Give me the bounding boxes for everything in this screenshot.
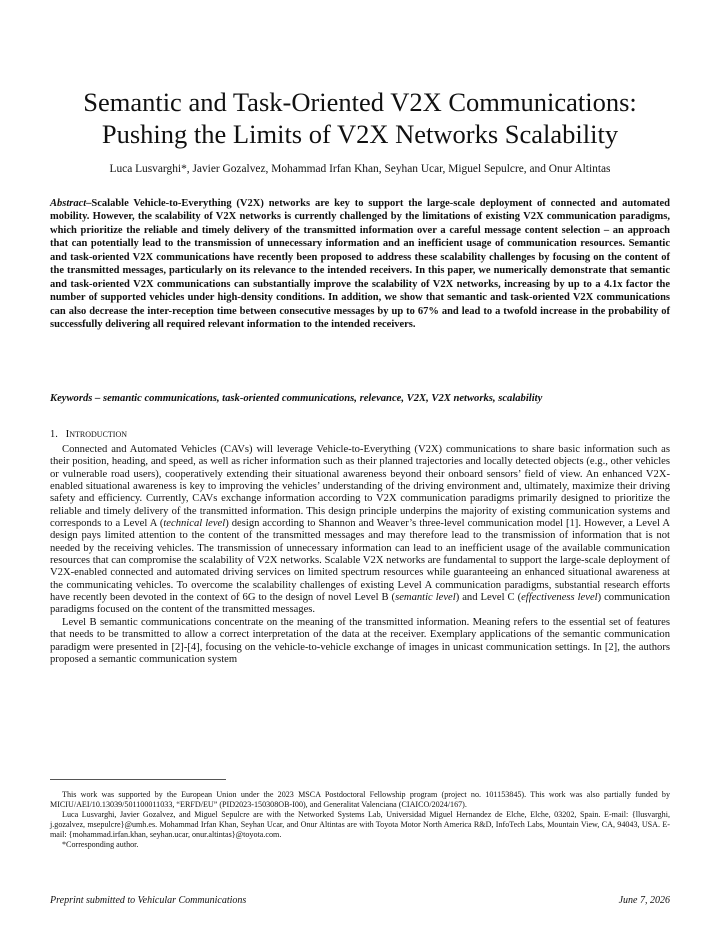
section-number: 1.	[50, 429, 58, 440]
footnote-corresponding-author: *Corresponding author.	[62, 840, 139, 849]
footnote-funding: This work was supported by the European Union under the 2023 MSCA Postdoctoral Fellowship program (project no. 101153845). This work was also partially funded by MICIU/AEI/10.13039/501100011033, “ERFD/EU” (PID2023-150308OB-I00), and Generalitat Valenciana (CIAICO/2024/167).	[50, 790, 670, 809]
footer-date: June 7, 2026	[618, 895, 670, 906]
paragraph-1-emphasis-semantic-level: semantic level	[395, 592, 456, 604]
paragraph-1	[50, 444, 670, 617]
paragraph-1-part-d: ) communication paradigms focused on the content of the transmitted messages.	[50, 592, 670, 616]
keywords: Keywords – semantic communications, task-oriented communications, relevance, V2X, V2X networks, scalability	[50, 393, 543, 404]
paragraph-1-part-a: Connected and Automated Vehicles (CAVs) will leverage Vehicle-to-Everything (V2X) communications to share basic information such as their position, heading, and speed, as well as richer information such as their planned trajectories and locally detected objects (e.g., other vehicles or vulnerable road users), cooperatively extending their situational awareness beyond their onboard sensors’ field of view. An enhanced V2X-enabled situational awareness is key to improving the vehicles’ understanding of the driving environment and, ultimately, maximize their driving safety and efficiency. Currently, CAVs exchange information according to V2X communication paradigms primarily designed to prioritize the reliable and timely delivery of the transmitted information. This design principle underpins the majority of existing communication systems and corresponds to a Level A (	[50, 444, 670, 530]
footnotes	[50, 790, 670, 850]
paper-title	[50, 86, 670, 150]
footer-preprint-note: Preprint submitted to Vehicular Communications	[50, 895, 247, 906]
abstract-text: –Scalable Vehicle-to-Everything (V2X) networks are key to support the large-scale deployment of connected and automated mobility. However, the scalability of V2X networks is currently challenged by the limitations of existing V2X communication paradigms, which prioritize the reliable and timely delivery of the transmitted information over a careful message content selection – an approach that can potentially lead to the transmission of unnecessary information and an inefficient usage of communication resources. Semantic and task-oriented V2X communications have recently been proposed to address these scalability challenges by focusing on the content of the transmitted messages, particularly on its relevance to the intended receivers. In this paper, we numerically demonstrate that semantic and task-oriented V2X communications can substantially improve the scalability of V2X networks, increasing by up to a 4.1x factor the number of supported vehicles under high-density conditions. In addition, we show that semantic and task-oriented V2X communications can also decrease the inter-reception time between consecutive messages by up to 67% and lead to a twofold increase in the probability of successfully delivering all required relevant information to the intended receivers.	[50, 198, 670, 331]
section-title: Introduction	[65, 428, 128, 440]
footnote-affiliations: Luca Lusvarghi, Javier Gozalvez, and Miguel Sepulcre are with the Networked Systems Lab, Universidad Miguel Hernandez de Elche, Elche, 03202, Spain. E-mail: {llusvarghi, j.gozalvez, msepulcre}@umh.es. Mohammad Irfan Khan, Seyhan Ucar, and Onur Altintas are with Toyota Motor North America R&D, InfoTech Labs, Mountain View, CA, 94043, USA. E-mail: {mohammad.irfan.khan, seyhan.ucar, onur.altintas}@toyota.com.	[50, 810, 670, 839]
title-line-1: Semantic and Task-Oriented V2X Communications:	[83, 87, 637, 117]
body-text	[50, 444, 670, 666]
paragraph-1-part-c: ) and Level C (	[455, 592, 522, 604]
paragraph-1-part-b: ) design according to Shannon and Weaver’s three-level communication model [1]. However, a Level A design pays limited attention to the content of the transmitted messages and may therefore lead to the transmission of information that is not needed by the receiving vehicles. The transmission of unnecessary information can lead to an inefficient usage of the available communication resources that can compromise the scalability of V2X networks. Scalable V2X networks are fundamental to support the large-scale deployment of V2X-enabled connected and automated driving services on limited spectrum resources while guaranteeing an enhanced situational awareness at the communicating vehicles. To overcome the scalability challenges of existing Level A communication paradigms, substantial research efforts have recently been devoted in the context of 6G to the design of novel Level B (	[50, 518, 671, 604]
abstract-label: Abstract	[50, 198, 87, 209]
author-list: Luca Lusvarghi*, Javier Gozalvez, Mohammad Irfan Khan, Seyhan Ucar, Miguel Sepulcre, and Onur Altintas	[109, 163, 611, 175]
section-heading-introduction	[50, 428, 127, 441]
footnote-divider	[50, 779, 226, 780]
paragraph-1-emphasis-technical-level: technical level	[163, 518, 226, 530]
paragraph-1-emphasis-effectiveness-level: effectiveness level	[521, 592, 598, 604]
title-line-2: Pushing the Limits of V2X Networks Scalability	[101, 119, 619, 149]
abstract	[50, 197, 670, 332]
paragraph-2: Level B semantic communications concentrate on the meaning of the transmitted information. Meaning refers to the essential set of features that needs to be transmitted to allow a correct interpretation of the data at the receiver. Exemplary applications of the semantic communication paradigm were presented in [2]-[4], focusing on the vehicle-to-vehicle exchange of images in unicast communication settings. In [2], the authors proposed a semantic communication system	[50, 616, 670, 665]
